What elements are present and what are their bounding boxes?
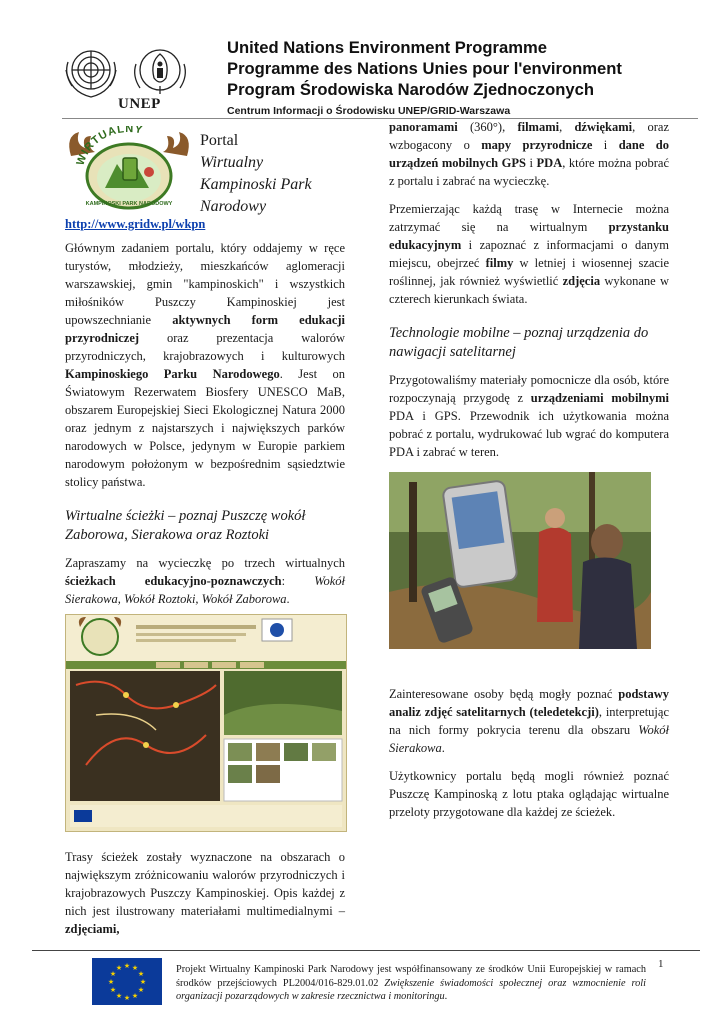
wkpn-logo <box>65 126 193 210</box>
page-number: 1 <box>658 958 664 970</box>
lead-paragraph: Głównym zadaniem portalu, który oddajemy w ręce turystów, młodzieży, mieszkańców aglomeracji warszawskiej, gmin "kampinoskich" i wszystkich miłośników Puszczy Kampinoskiej jest upowszechnianie aktywnych form edukacji przyrodniczej oraz prezentacja walorów przyrodniczych, krajobrazowych i kulturowych Kampinoskiego Parku Narodowego. Jest on Światowym Rezerwatem Biosfery UNESCO MaB, obszarem Europejskiej Sieci Ekologicznej Natura 2000 oraz jednym z najstarszych i największych parków narodowych w Polsce, jedynym w Europie parkiem narodowym położonym w bezpośrednim sąsiedztwie stolicy państwa. <box>65 241 345 489</box>
portal-title-line-3: Kampinoski Park <box>200 176 312 193</box>
portal-title-line-2: Wirtualny <box>200 154 264 171</box>
wkpn-logo-icon <box>65 126 193 210</box>
section-heading-technologie-mobilne: Technologie mobilne – poznaj urządzenia do nawigacji satelitarnej <box>389 325 649 360</box>
portal-screenshot-figure <box>65 614 347 832</box>
lead-section <box>65 239 345 608</box>
gps-photo-icon <box>389 472 651 649</box>
header-titles <box>227 37 697 118</box>
footer-text: Projekt Wirtualny Kampinoski Park Narodowy jest współfinansowany ze środków Unii Europejskiej w ramach środków przejściowych PL2004/016-829.01.02 Zwiększenie świadomości społecznej oraz wzmocnienie roli organizacji pozarządowych w zakresie rzecznictwa i monitoringu. <box>176 964 646 1002</box>
portal-title <box>200 130 312 218</box>
portal-title-line-4: Narodowy <box>200 198 267 215</box>
portal-title-line-1: Portal <box>200 132 239 149</box>
przystanki-paragraph: Przemierzając każdą trasę w Internecie można zatrzymać się na wirtualnym przystanku edukacyjnym i zapoznać z informacjami o danym miejscu, obejrzeć filmy w letniej i wiosennej szacie roślinnej, jak również wyświetlić zdjęcia wykonane w czterech kierunkach świata. <box>389 202 670 306</box>
header-subtitle: Centrum Informacji o Środowisku UNEP/GRID-Warszawa <box>227 105 511 117</box>
header-title-pl: Program Środowiska Narodów Zjednoczonych <box>227 80 594 99</box>
multimedia-paragraph: panoramami (360°), filmami, dźwiękami, oraz wzbogacony o mapy przyrodnicze i dane do urządzeń mobilnych GPS i PDA, które można pobrać z portalu i zabrać na wycieczkę. <box>389 120 670 188</box>
trasy-section <box>65 848 345 938</box>
gps-photo-figure <box>389 472 651 649</box>
wkpn-logo-arc-text: WIRTUALNY <box>74 126 145 167</box>
teledetekcja-paragraph: Zainteresowane osoby będą mogły poznać podstawy analiz zdjęć satelitarnych (teledetekcji), interpretując na nich formy pokrycia terenu dla obszaru Wokół Sierakowa. <box>389 687 669 755</box>
svg-text:★: ★ <box>131 964 139 972</box>
teledetekcja-section <box>389 685 669 821</box>
sec1-paragraph: Zapraszamy na wycieczkę po trzech wirtualnych ścieżkach edukacyjno-poznawczych: Wokół Sierakowa, Wokół Roztoki, Wokół Zaborowa. <box>65 556 345 606</box>
svg-text:★: ★ <box>115 964 123 972</box>
svg-text:★: ★ <box>123 962 131 970</box>
svg-text:★: ★ <box>131 992 139 1000</box>
footer-divider <box>32 950 700 951</box>
portal-screenshot-icon <box>66 615 346 831</box>
svg-text:★: ★ <box>115 992 123 1000</box>
svg-text:★: ★ <box>137 970 145 978</box>
svg-text:★: ★ <box>109 970 117 978</box>
header-title-fr: Programme des Nations Unies pour l'environment <box>227 59 622 78</box>
eu-flag <box>92 958 162 1005</box>
svg-text:★: ★ <box>139 978 147 986</box>
header-title-en: United Nations Environment Programme <box>227 38 547 57</box>
unep-logo-text: UNEP <box>118 96 161 112</box>
mobile-paragraph: Przygotowaliśmy materiały pomocnicze dla osób, które rozpoczynają przygodę z urządzeniami mobilnymi PDA i GPS. Przewodnik ich użytkowania można pobrać z portalu, wydrukować lub wgrać do komputera PDA i zabrać w teren. <box>389 373 669 459</box>
trasy-paragraph: Trasy ścieżek zostały wyznaczone na obszarach o największym zróżnicowaniu walorów przyrodniczych i krajobrazowych Puszczy Kampinoskiej. Opis każdej z nich jest ilustrowany materiałami multimedialnymi – zdjęciami, <box>65 850 345 936</box>
svg-text:★: ★ <box>137 986 145 994</box>
un-unep-emblems-icon <box>62 42 190 100</box>
svg-text:★: ★ <box>123 994 131 1002</box>
svg-text:★: ★ <box>107 978 115 986</box>
section-heading-wirtualne-sciezki: Wirtualne ścieżki – poznaj Puszczę wokół Zaborowa, Sierakowa oraz Roztoki <box>65 508 306 543</box>
wkpn-logo-bottom-text: KAMPINOSKI PARK NARODOWY <box>85 201 173 207</box>
right-column <box>389 118 670 819</box>
przeloty-paragraph: Użytkownicy portalu będą mogli również poznać Puszczę Kampinoską z lotu ptaka oglądając wirtualne przeloty przygotowane dla każdej ze ścieżek. <box>389 769 669 819</box>
eu-stars-icon <box>92 958 162 1005</box>
svg-text:★: ★ <box>109 986 117 994</box>
portal-link[interactable]: http://www.gridw.pl/wkpn <box>65 217 206 231</box>
